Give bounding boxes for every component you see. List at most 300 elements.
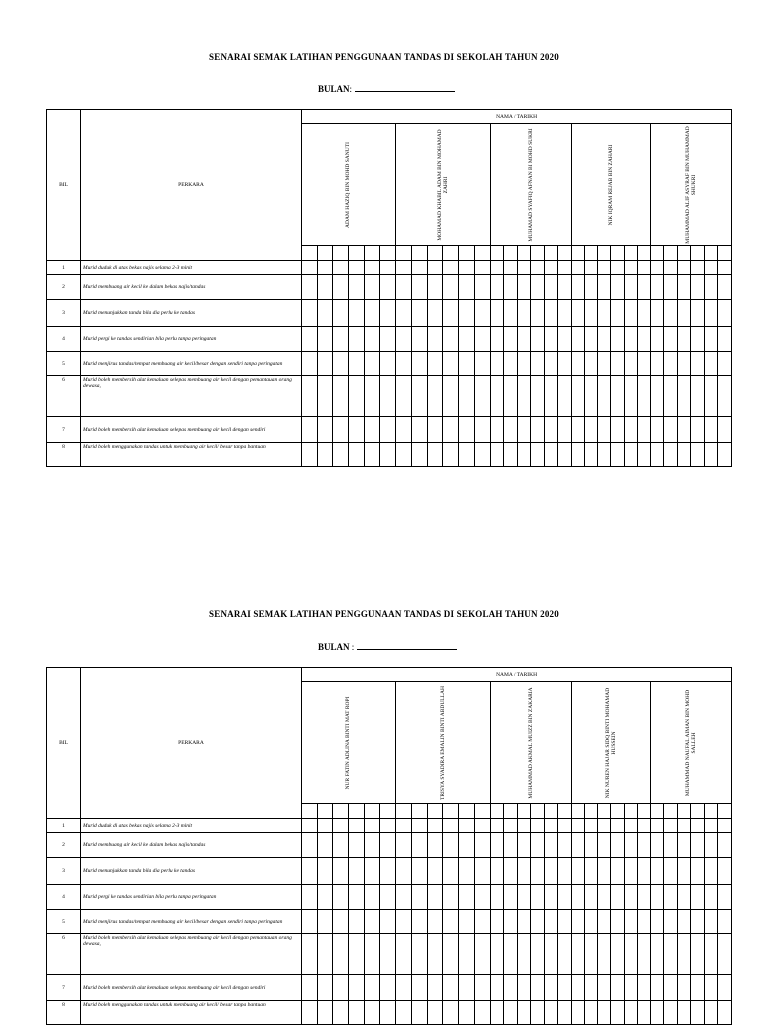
date-cell[interactable] — [677, 804, 691, 819]
check-cell[interactable] — [364, 376, 380, 417]
check-cell[interactable] — [364, 443, 380, 467]
check-cell[interactable] — [650, 975, 664, 1001]
check-cell[interactable] — [624, 885, 637, 910]
date-cell[interactable] — [598, 246, 611, 261]
check-cell[interactable] — [611, 858, 624, 885]
check-cell[interactable] — [677, 885, 691, 910]
check-cell[interactable] — [571, 261, 584, 275]
date-cell[interactable] — [504, 246, 518, 261]
check-cell[interactable] — [380, 275, 396, 300]
check-cell[interactable] — [664, 327, 678, 352]
check-cell[interactable] — [571, 376, 584, 417]
check-cell[interactable] — [531, 1001, 545, 1025]
check-cell[interactable] — [544, 443, 558, 467]
check-cell[interactable] — [624, 934, 637, 975]
check-cell[interactable] — [490, 443, 504, 467]
check-cell[interactable] — [364, 975, 380, 1001]
check-cell[interactable] — [395, 327, 411, 352]
check-cell[interactable] — [317, 417, 333, 443]
check-cell[interactable] — [585, 275, 598, 300]
check-cell[interactable] — [443, 300, 459, 327]
check-cell[interactable] — [504, 934, 518, 975]
date-cell[interactable] — [333, 246, 349, 261]
check-cell[interactable] — [302, 975, 318, 1001]
check-cell[interactable] — [395, 858, 411, 885]
check-cell[interactable] — [637, 417, 650, 443]
check-cell[interactable] — [531, 376, 545, 417]
check-cell[interactable] — [475, 975, 491, 1001]
check-cell[interactable] — [650, 833, 664, 858]
check-cell[interactable] — [691, 376, 705, 417]
check-cell[interactable] — [718, 443, 732, 467]
check-cell[interactable] — [664, 443, 678, 467]
check-cell[interactable] — [611, 833, 624, 858]
check-cell[interactable] — [691, 975, 705, 1001]
check-cell[interactable] — [411, 885, 427, 910]
check-cell[interactable] — [677, 376, 691, 417]
check-cell[interactable] — [517, 443, 531, 467]
check-cell[interactable] — [504, 819, 518, 833]
check-cell[interactable] — [364, 910, 380, 934]
check-cell[interactable] — [611, 819, 624, 833]
check-cell[interactable] — [718, 300, 732, 327]
check-cell[interactable] — [544, 910, 558, 934]
check-cell[interactable] — [380, 819, 396, 833]
date-cell[interactable] — [637, 804, 650, 819]
check-cell[interactable] — [704, 910, 718, 934]
check-cell[interactable] — [395, 300, 411, 327]
check-cell[interactable] — [504, 275, 518, 300]
check-cell[interactable] — [611, 300, 624, 327]
check-cell[interactable] — [664, 352, 678, 376]
check-cell[interactable] — [598, 275, 611, 300]
date-cell[interactable] — [571, 804, 584, 819]
date-cell[interactable] — [443, 246, 459, 261]
date-cell[interactable] — [475, 804, 491, 819]
check-cell[interactable] — [571, 352, 584, 376]
check-cell[interactable] — [364, 417, 380, 443]
check-cell[interactable] — [364, 934, 380, 975]
check-cell[interactable] — [427, 417, 443, 443]
check-cell[interactable] — [664, 885, 678, 910]
check-cell[interactable] — [443, 819, 459, 833]
date-cell[interactable] — [459, 804, 475, 819]
check-cell[interactable] — [571, 885, 584, 910]
check-cell[interactable] — [664, 417, 678, 443]
check-cell[interactable] — [598, 376, 611, 417]
check-cell[interactable] — [544, 275, 558, 300]
check-cell[interactable] — [348, 910, 364, 934]
check-cell[interactable] — [475, 417, 491, 443]
check-cell[interactable] — [333, 833, 349, 858]
check-cell[interactable] — [624, 376, 637, 417]
check-cell[interactable] — [664, 910, 678, 934]
check-cell[interactable] — [531, 443, 545, 467]
check-cell[interactable] — [558, 1001, 572, 1025]
check-cell[interactable] — [317, 443, 333, 467]
check-cell[interactable] — [704, 934, 718, 975]
date-cell[interactable] — [718, 246, 732, 261]
date-cell[interactable] — [558, 246, 572, 261]
check-cell[interactable] — [348, 934, 364, 975]
check-cell[interactable] — [348, 417, 364, 443]
check-cell[interactable] — [302, 910, 318, 934]
check-cell[interactable] — [380, 858, 396, 885]
check-cell[interactable] — [718, 376, 732, 417]
check-cell[interactable] — [380, 417, 396, 443]
check-cell[interactable] — [411, 833, 427, 858]
check-cell[interactable] — [411, 417, 427, 443]
check-cell[interactable] — [395, 261, 411, 275]
check-cell[interactable] — [558, 327, 572, 352]
check-cell[interactable] — [718, 819, 732, 833]
check-cell[interactable] — [459, 885, 475, 910]
check-cell[interactable] — [571, 858, 584, 885]
check-cell[interactable] — [544, 417, 558, 443]
check-cell[interactable] — [611, 443, 624, 467]
check-cell[interactable] — [531, 327, 545, 352]
check-cell[interactable] — [427, 934, 443, 975]
check-cell[interactable] — [475, 261, 491, 275]
check-cell[interactable] — [317, 275, 333, 300]
check-cell[interactable] — [504, 417, 518, 443]
check-cell[interactable] — [317, 376, 333, 417]
check-cell[interactable] — [411, 910, 427, 934]
check-cell[interactable] — [691, 910, 705, 934]
check-cell[interactable] — [571, 417, 584, 443]
check-cell[interactable] — [650, 858, 664, 885]
date-cell[interactable] — [411, 804, 427, 819]
check-cell[interactable] — [598, 910, 611, 934]
check-cell[interactable] — [598, 300, 611, 327]
check-cell[interactable] — [544, 327, 558, 352]
check-cell[interactable] — [504, 261, 518, 275]
check-cell[interactable] — [490, 934, 504, 975]
check-cell[interactable] — [443, 934, 459, 975]
check-cell[interactable] — [637, 858, 650, 885]
check-cell[interactable] — [395, 376, 411, 417]
check-cell[interactable] — [504, 910, 518, 934]
check-cell[interactable] — [637, 352, 650, 376]
check-cell[interactable] — [517, 975, 531, 1001]
check-cell[interactable] — [490, 417, 504, 443]
check-cell[interactable] — [333, 443, 349, 467]
check-cell[interactable] — [624, 275, 637, 300]
date-cell[interactable] — [544, 804, 558, 819]
check-cell[interactable] — [475, 885, 491, 910]
check-cell[interactable] — [531, 417, 545, 443]
date-cell[interactable] — [517, 804, 531, 819]
check-cell[interactable] — [333, 934, 349, 975]
check-cell[interactable] — [517, 885, 531, 910]
check-cell[interactable] — [302, 858, 318, 885]
check-cell[interactable] — [691, 327, 705, 352]
check-cell[interactable] — [611, 910, 624, 934]
check-cell[interactable] — [411, 819, 427, 833]
check-cell[interactable] — [611, 275, 624, 300]
check-cell[interactable] — [504, 858, 518, 885]
check-cell[interactable] — [677, 819, 691, 833]
check-cell[interactable] — [664, 934, 678, 975]
check-cell[interactable] — [611, 417, 624, 443]
date-cell[interactable] — [443, 804, 459, 819]
date-cell[interactable] — [624, 246, 637, 261]
check-cell[interactable] — [677, 934, 691, 975]
check-cell[interactable] — [677, 417, 691, 443]
check-cell[interactable] — [364, 261, 380, 275]
check-cell[interactable] — [677, 910, 691, 934]
check-cell[interactable] — [364, 833, 380, 858]
check-cell[interactable] — [598, 327, 611, 352]
check-cell[interactable] — [490, 327, 504, 352]
check-cell[interactable] — [637, 934, 650, 975]
check-cell[interactable] — [302, 885, 318, 910]
check-cell[interactable] — [544, 858, 558, 885]
check-cell[interactable] — [317, 300, 333, 327]
check-cell[interactable] — [571, 975, 584, 1001]
check-cell[interactable] — [650, 443, 664, 467]
check-cell[interactable] — [637, 1001, 650, 1025]
date-cell[interactable] — [411, 246, 427, 261]
check-cell[interactable] — [704, 1001, 718, 1025]
check-cell[interactable] — [531, 352, 545, 376]
check-cell[interactable] — [624, 327, 637, 352]
check-cell[interactable] — [317, 833, 333, 858]
check-cell[interactable] — [517, 275, 531, 300]
check-cell[interactable] — [677, 300, 691, 327]
check-cell[interactable] — [517, 417, 531, 443]
check-cell[interactable] — [302, 327, 318, 352]
check-cell[interactable] — [677, 1001, 691, 1025]
check-cell[interactable] — [348, 300, 364, 327]
check-cell[interactable] — [558, 376, 572, 417]
check-cell[interactable] — [317, 327, 333, 352]
check-cell[interactable] — [718, 934, 732, 975]
check-cell[interactable] — [531, 885, 545, 910]
check-cell[interactable] — [475, 858, 491, 885]
check-cell[interactable] — [637, 975, 650, 1001]
check-cell[interactable] — [348, 975, 364, 1001]
check-cell[interactable] — [571, 910, 584, 934]
date-cell[interactable] — [380, 246, 396, 261]
check-cell[interactable] — [443, 327, 459, 352]
check-cell[interactable] — [624, 300, 637, 327]
check-cell[interactable] — [348, 1001, 364, 1025]
check-cell[interactable] — [317, 819, 333, 833]
check-cell[interactable] — [624, 443, 637, 467]
check-cell[interactable] — [598, 858, 611, 885]
check-cell[interactable] — [637, 910, 650, 934]
check-cell[interactable] — [459, 819, 475, 833]
date-cell[interactable] — [531, 804, 545, 819]
check-cell[interactable] — [395, 443, 411, 467]
check-cell[interactable] — [302, 300, 318, 327]
date-cell[interactable] — [333, 804, 349, 819]
check-cell[interactable] — [650, 275, 664, 300]
check-cell[interactable] — [302, 275, 318, 300]
check-cell[interactable] — [443, 858, 459, 885]
check-cell[interactable] — [490, 910, 504, 934]
check-cell[interactable] — [317, 885, 333, 910]
check-cell[interactable] — [664, 1001, 678, 1025]
check-cell[interactable] — [650, 417, 664, 443]
check-cell[interactable] — [380, 327, 396, 352]
check-cell[interactable] — [598, 885, 611, 910]
check-cell[interactable] — [427, 833, 443, 858]
check-cell[interactable] — [475, 934, 491, 975]
check-cell[interactable] — [380, 376, 396, 417]
check-cell[interactable] — [558, 975, 572, 1001]
check-cell[interactable] — [531, 300, 545, 327]
date-cell[interactable] — [364, 246, 380, 261]
check-cell[interactable] — [650, 910, 664, 934]
check-cell[interactable] — [544, 833, 558, 858]
date-cell[interactable] — [317, 246, 333, 261]
check-cell[interactable] — [443, 261, 459, 275]
check-cell[interactable] — [558, 885, 572, 910]
check-cell[interactable] — [585, 261, 598, 275]
check-cell[interactable] — [333, 910, 349, 934]
check-cell[interactable] — [475, 352, 491, 376]
check-cell[interactable] — [395, 1001, 411, 1025]
check-cell[interactable] — [704, 417, 718, 443]
check-cell[interactable] — [504, 1001, 518, 1025]
check-cell[interactable] — [490, 275, 504, 300]
check-cell[interactable] — [459, 1001, 475, 1025]
check-cell[interactable] — [411, 1001, 427, 1025]
check-cell[interactable] — [411, 975, 427, 1001]
check-cell[interactable] — [348, 858, 364, 885]
check-cell[interactable] — [585, 352, 598, 376]
check-cell[interactable] — [427, 975, 443, 1001]
check-cell[interactable] — [704, 443, 718, 467]
check-cell[interactable] — [490, 1001, 504, 1025]
check-cell[interactable] — [585, 376, 598, 417]
check-cell[interactable] — [459, 417, 475, 443]
date-cell[interactable] — [459, 246, 475, 261]
check-cell[interactable] — [571, 934, 584, 975]
check-cell[interactable] — [650, 327, 664, 352]
check-cell[interactable] — [411, 858, 427, 885]
check-cell[interactable] — [718, 975, 732, 1001]
check-cell[interactable] — [517, 327, 531, 352]
check-cell[interactable] — [585, 833, 598, 858]
check-cell[interactable] — [611, 352, 624, 376]
check-cell[interactable] — [490, 885, 504, 910]
check-cell[interactable] — [364, 327, 380, 352]
date-cell[interactable] — [691, 246, 705, 261]
check-cell[interactable] — [624, 1001, 637, 1025]
check-cell[interactable] — [364, 275, 380, 300]
check-cell[interactable] — [317, 934, 333, 975]
check-cell[interactable] — [348, 275, 364, 300]
check-cell[interactable] — [691, 1001, 705, 1025]
check-cell[interactable] — [459, 376, 475, 417]
check-cell[interactable] — [637, 300, 650, 327]
check-cell[interactable] — [490, 975, 504, 1001]
check-cell[interactable] — [380, 1001, 396, 1025]
check-cell[interactable] — [637, 327, 650, 352]
check-cell[interactable] — [585, 819, 598, 833]
check-cell[interactable] — [637, 376, 650, 417]
check-cell[interactable] — [459, 261, 475, 275]
date-cell[interactable] — [704, 246, 718, 261]
check-cell[interactable] — [380, 352, 396, 376]
date-cell[interactable] — [677, 246, 691, 261]
check-cell[interactable] — [677, 975, 691, 1001]
check-cell[interactable] — [704, 975, 718, 1001]
check-cell[interactable] — [677, 858, 691, 885]
check-cell[interactable] — [427, 910, 443, 934]
check-cell[interactable] — [364, 858, 380, 885]
check-cell[interactable] — [558, 443, 572, 467]
check-cell[interactable] — [531, 833, 545, 858]
check-cell[interactable] — [650, 376, 664, 417]
check-cell[interactable] — [302, 443, 318, 467]
check-cell[interactable] — [427, 443, 443, 467]
check-cell[interactable] — [637, 261, 650, 275]
check-cell[interactable] — [348, 327, 364, 352]
check-cell[interactable] — [611, 934, 624, 975]
date-cell[interactable] — [348, 246, 364, 261]
check-cell[interactable] — [443, 443, 459, 467]
check-cell[interactable] — [531, 819, 545, 833]
check-cell[interactable] — [664, 376, 678, 417]
check-cell[interactable] — [664, 858, 678, 885]
date-cell[interactable] — [317, 804, 333, 819]
check-cell[interactable] — [585, 975, 598, 1001]
check-cell[interactable] — [704, 300, 718, 327]
check-cell[interactable] — [558, 300, 572, 327]
check-cell[interactable] — [691, 934, 705, 975]
check-cell[interactable] — [364, 1001, 380, 1025]
check-cell[interactable] — [585, 885, 598, 910]
check-cell[interactable] — [395, 417, 411, 443]
date-cell[interactable] — [544, 246, 558, 261]
check-cell[interactable] — [704, 376, 718, 417]
check-cell[interactable] — [443, 975, 459, 1001]
check-cell[interactable] — [664, 819, 678, 833]
check-cell[interactable] — [624, 819, 637, 833]
check-cell[interactable] — [443, 376, 459, 417]
check-cell[interactable] — [504, 327, 518, 352]
check-cell[interactable] — [624, 910, 637, 934]
check-cell[interactable] — [490, 300, 504, 327]
check-cell[interactable] — [544, 975, 558, 1001]
check-cell[interactable] — [475, 910, 491, 934]
check-cell[interactable] — [395, 352, 411, 376]
check-cell[interactable] — [333, 327, 349, 352]
check-cell[interactable] — [317, 975, 333, 1001]
check-cell[interactable] — [585, 417, 598, 443]
check-cell[interactable] — [459, 910, 475, 934]
check-cell[interactable] — [427, 275, 443, 300]
date-cell[interactable] — [664, 246, 678, 261]
check-cell[interactable] — [677, 833, 691, 858]
check-cell[interactable] — [348, 819, 364, 833]
check-cell[interactable] — [427, 885, 443, 910]
check-cell[interactable] — [691, 819, 705, 833]
check-cell[interactable] — [531, 910, 545, 934]
date-cell[interactable] — [531, 246, 545, 261]
check-cell[interactable] — [364, 352, 380, 376]
check-cell[interactable] — [571, 300, 584, 327]
check-cell[interactable] — [637, 443, 650, 467]
check-cell[interactable] — [624, 975, 637, 1001]
check-cell[interactable] — [475, 819, 491, 833]
date-cell[interactable] — [664, 804, 678, 819]
check-cell[interactable] — [475, 1001, 491, 1025]
